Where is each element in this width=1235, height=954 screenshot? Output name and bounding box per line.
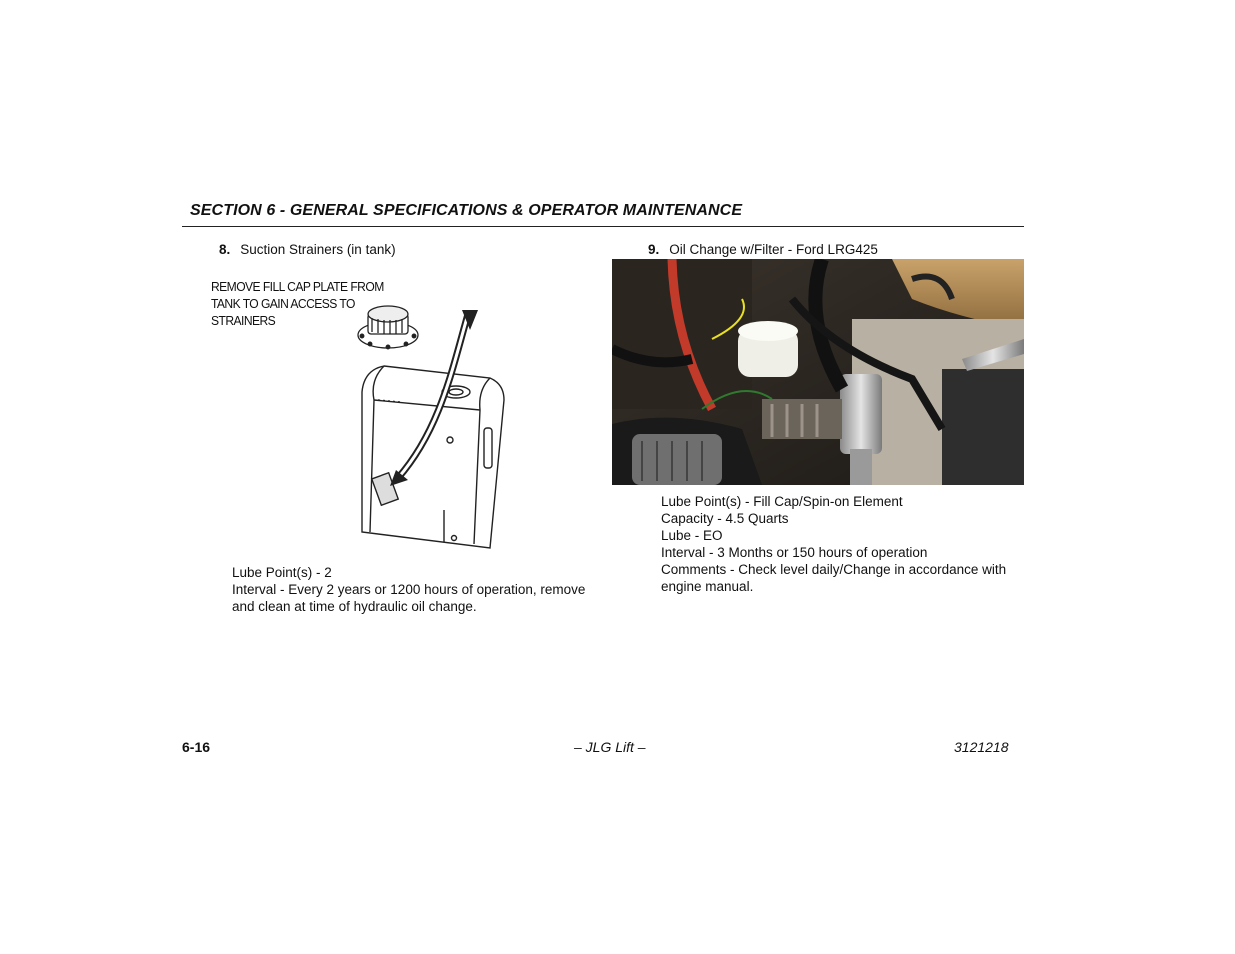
item-8-number: 8. bbox=[219, 242, 231, 257]
hydraulic-tank-illustration bbox=[340, 300, 520, 555]
item-8-lube-points: Lube Point(s) - 2 bbox=[232, 565, 332, 580]
item-9-details bbox=[661, 493, 1006, 595]
item-8-heading bbox=[219, 242, 396, 257]
item-9-lube: Lube - EO bbox=[661, 528, 723, 543]
item-9-lube-points: Lube Point(s) - Fill Cap/Spin-on Element bbox=[661, 494, 903, 509]
item-9-number: 9. bbox=[648, 242, 660, 257]
callout-line-2: TANK TO GAIN ACCESS TO bbox=[211, 296, 355, 311]
footer-center: – JLG Lift – bbox=[574, 739, 646, 755]
callout-line-3: STRAINERS bbox=[211, 313, 276, 328]
engine-oil-filter-photo bbox=[612, 259, 1024, 485]
item-9-comments-cont: engine manual. bbox=[661, 579, 754, 594]
document-number: 3121218 bbox=[954, 739, 1009, 755]
item-9-title: Oil Change w/Filter - Ford LRG425 bbox=[669, 242, 878, 257]
page-number: 6-16 bbox=[182, 739, 211, 755]
item-8-interval-cont: and clean at time of hydraulic oil change. bbox=[232, 599, 477, 614]
item-9-comments: Comments - Check level daily/Change in accordance with bbox=[661, 562, 1007, 577]
item-9-interval: Interval - 3 Months or 150 hours of operation bbox=[661, 545, 928, 560]
callout-line-1: REMOVE FILL CAP PLATE FROM bbox=[211, 279, 384, 294]
fill-cap-icon bbox=[358, 306, 418, 349]
item-9-capacity: Capacity - 4.5 Quarts bbox=[661, 511, 789, 526]
section-title: SECTION 6 - GENERAL SPECIFICATIONS & OPERATOR MAINTENANCE bbox=[190, 202, 743, 219]
header-rule bbox=[182, 226, 1024, 227]
item-8-details bbox=[232, 564, 585, 615]
tank-body bbox=[362, 366, 504, 548]
item-8-title: Suction Strainers (in tank) bbox=[240, 242, 396, 257]
item-8-interval: Interval - Every 2 years or 1200 hours of operation, remove bbox=[232, 582, 586, 597]
item-9-heading bbox=[648, 242, 878, 257]
